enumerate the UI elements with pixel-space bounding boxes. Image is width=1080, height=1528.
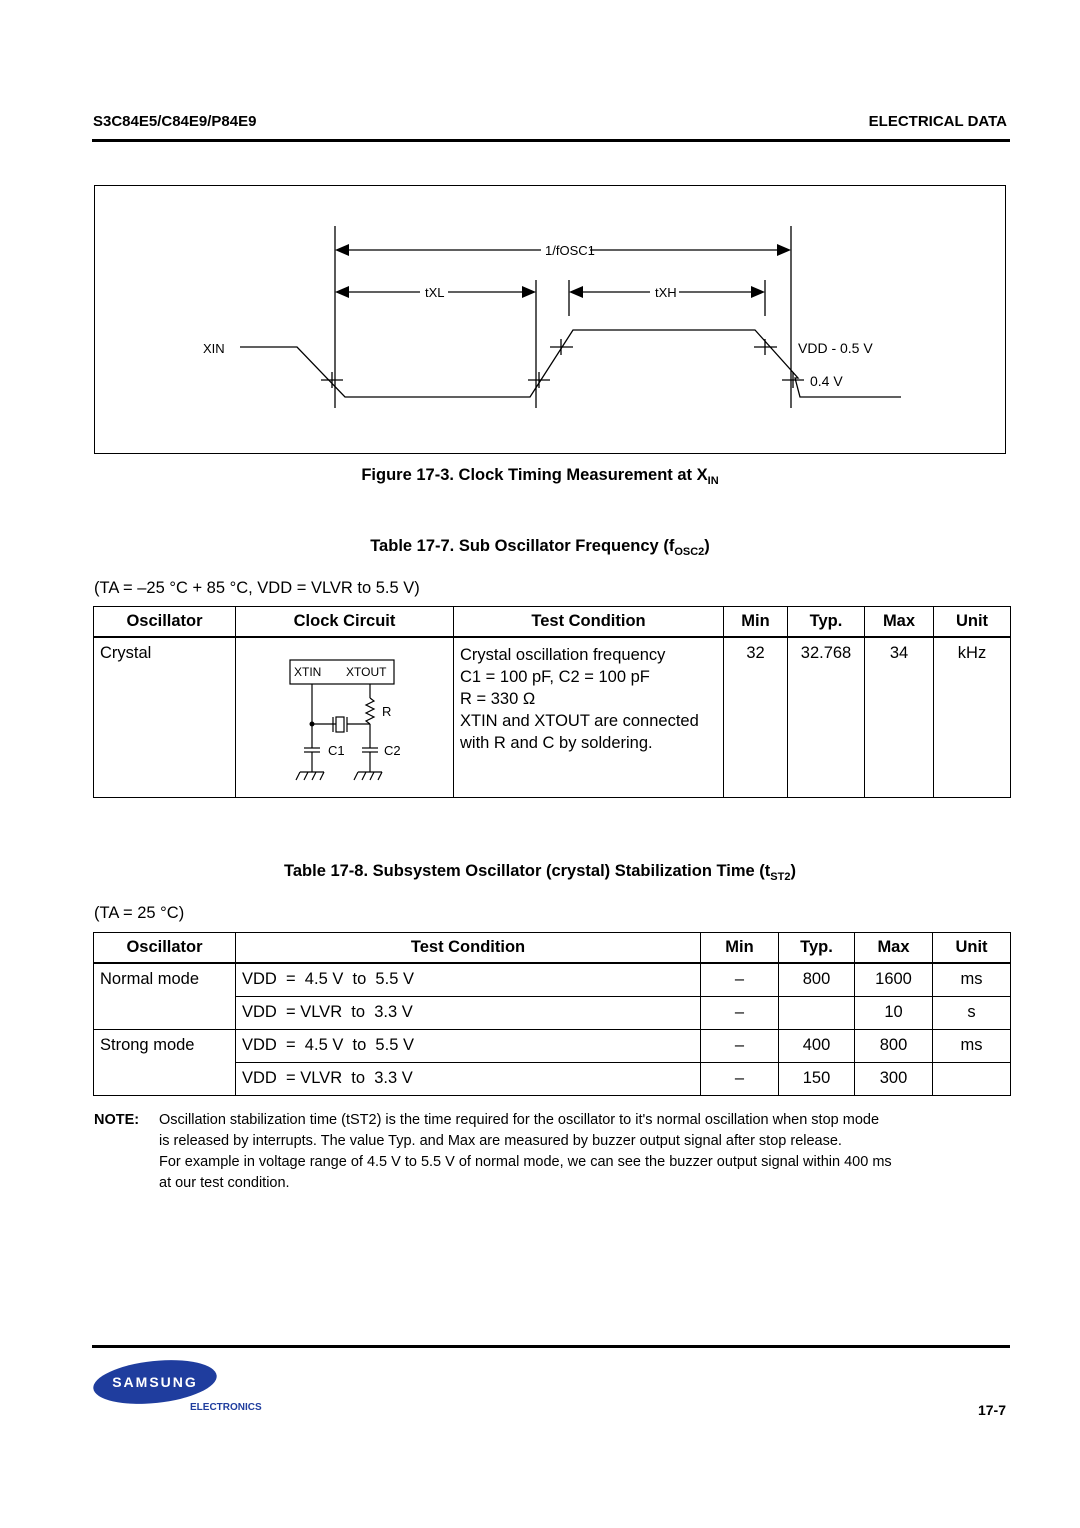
unit-cell bbox=[933, 1062, 1011, 1095]
col-oscillator: Oscillator bbox=[94, 933, 236, 964]
c1-label: C1 bbox=[328, 743, 345, 758]
table8-condition: (TA = 25 °C) bbox=[94, 904, 185, 922]
max-cell: 300 bbox=[855, 1062, 933, 1095]
max-cell: 800 bbox=[855, 1029, 933, 1062]
col-typ: Typ. bbox=[779, 933, 855, 964]
xtin-label: XTIN bbox=[294, 665, 322, 679]
unit-cell: s bbox=[933, 996, 1011, 1029]
typ-cell: 800 bbox=[779, 963, 855, 996]
note-text bbox=[159, 1110, 999, 1194]
typ-cell: 400 bbox=[779, 1029, 855, 1062]
note-label: NOTE: bbox=[94, 1112, 140, 1128]
test-line: with R and C by soldering. bbox=[460, 734, 653, 752]
test-line: Crystal oscillation frequency bbox=[460, 646, 666, 664]
header-rule bbox=[92, 139, 1010, 142]
col-unit: Unit bbox=[934, 607, 1011, 638]
max-cell: 1600 bbox=[855, 963, 933, 996]
unit-cell: ms bbox=[933, 1029, 1011, 1062]
table8-header-row bbox=[94, 933, 1011, 964]
vlow-label: 0.4 V bbox=[810, 373, 843, 389]
vhigh-label: VDD - 0.5 V bbox=[798, 340, 873, 356]
period-label: 1/fOSC1 bbox=[545, 243, 595, 258]
table-row bbox=[94, 637, 1011, 798]
condition-cell: VDD = 4.5 V to 5.5 V bbox=[236, 963, 701, 996]
condition-cell: VDD = 4.5 V to 5.5 V bbox=[236, 1029, 701, 1062]
condition-cell: VDD = VLVR to 3.3 V bbox=[236, 996, 701, 1029]
timing-diagram bbox=[95, 186, 1005, 453]
unit-cell: kHz bbox=[934, 637, 1011, 798]
col-max: Max bbox=[865, 607, 934, 638]
section-title: ELECTRICAL DATA bbox=[868, 113, 1007, 130]
table7-condition: (TA = –25 °C + 85 °C, VDD = VLVR to 5.5 V) bbox=[94, 579, 420, 597]
min-cell: – bbox=[701, 963, 779, 996]
figure-caption: Figure 17-3. Clock Timing Measurement at $X_{IN}$ bbox=[361, 466, 719, 487]
note-line: For example in voltage range of 4.5 V to 5.5 V of normal mode, we can see the buzzer output signal within 400 ms bbox=[159, 1154, 892, 1170]
typ-cell: 150 bbox=[779, 1062, 855, 1095]
signal-label: XIN bbox=[203, 341, 225, 356]
min-cell: – bbox=[701, 1062, 779, 1095]
table-row bbox=[94, 963, 1011, 996]
table7 bbox=[93, 606, 1011, 798]
oscillator-cell: Strong mode bbox=[94, 1029, 236, 1095]
condition-cell: VDD = VLVR to 3.3 V bbox=[236, 1062, 701, 1095]
col-min: Min bbox=[701, 933, 779, 964]
typ-cell bbox=[779, 996, 855, 1029]
r-label: R bbox=[382, 704, 392, 719]
doc-id: S3C84E5/C84E9/P84E9 bbox=[93, 113, 257, 130]
oscillator-cell: Crystal bbox=[94, 637, 236, 798]
note-line: Oscillation stabilization time (tST2) is the time required for the oscillator to it's normal oscillation when stop mode bbox=[159, 1112, 880, 1128]
col-typ: Typ. bbox=[788, 607, 865, 638]
logo-text: SAMSUNG bbox=[112, 1374, 198, 1390]
col-test-condition: Test Condition bbox=[454, 607, 724, 638]
table8 bbox=[93, 932, 1011, 1096]
col-clock-circuit: Clock Circuit bbox=[236, 607, 454, 638]
samsung-logo-mark bbox=[92, 1358, 218, 1406]
c2-label: C2 bbox=[384, 743, 401, 758]
electronics-label: ELECTRONICS bbox=[190, 1402, 262, 1413]
test-line: XTIN and XTOUT are connected bbox=[460, 712, 699, 730]
col-test-condition: Test Condition bbox=[236, 933, 701, 964]
max-cell: 34 bbox=[865, 637, 934, 798]
timing-figure bbox=[94, 185, 1006, 454]
col-min: Min bbox=[724, 607, 788, 638]
oscillator-cell: Normal mode bbox=[94, 963, 236, 1029]
test-condition-cell bbox=[454, 637, 724, 798]
min-cell: – bbox=[701, 1029, 779, 1062]
table7-caption: Table 17-7. Sub Oscillator Frequency $(f_{OSC2})$ bbox=[370, 537, 710, 558]
samsung-logo bbox=[92, 1358, 218, 1406]
table8-caption: Table 17-8. Subsystem Oscillator (crystal) Stabilization Time $(t_{ST2})$ bbox=[284, 862, 796, 883]
min-cell: – bbox=[701, 996, 779, 1029]
page-number: 17-7 bbox=[977, 1402, 1006, 1418]
test-line: R = 330 Ω bbox=[460, 690, 536, 708]
table-row bbox=[94, 1029, 1011, 1062]
note-line: is released by interrupts. The value Typ. and Max are measured by buzzer output signal after stop release. bbox=[159, 1133, 842, 1149]
table7-header-row bbox=[94, 607, 1011, 638]
test-line: C1 = 100 pF, C2 = 100 pF bbox=[460, 668, 650, 686]
max-cell: 10 bbox=[855, 996, 933, 1029]
crystal-circuit-diagram bbox=[236, 638, 454, 792]
typ-cell: 32.768 bbox=[788, 637, 865, 798]
txl-label: tXL bbox=[425, 285, 445, 300]
circuit-cell bbox=[236, 637, 454, 798]
unit-cell: ms bbox=[933, 963, 1011, 996]
col-unit: Unit bbox=[933, 933, 1011, 964]
note-line: at our test condition. bbox=[159, 1175, 290, 1191]
footer-rule bbox=[92, 1345, 1010, 1348]
txh-label: tXH bbox=[655, 285, 677, 300]
xtout-label: XTOUT bbox=[346, 665, 387, 679]
col-oscillator: Oscillator bbox=[94, 607, 236, 638]
col-max: Max bbox=[855, 933, 933, 964]
min-cell: 32 bbox=[724, 637, 788, 798]
